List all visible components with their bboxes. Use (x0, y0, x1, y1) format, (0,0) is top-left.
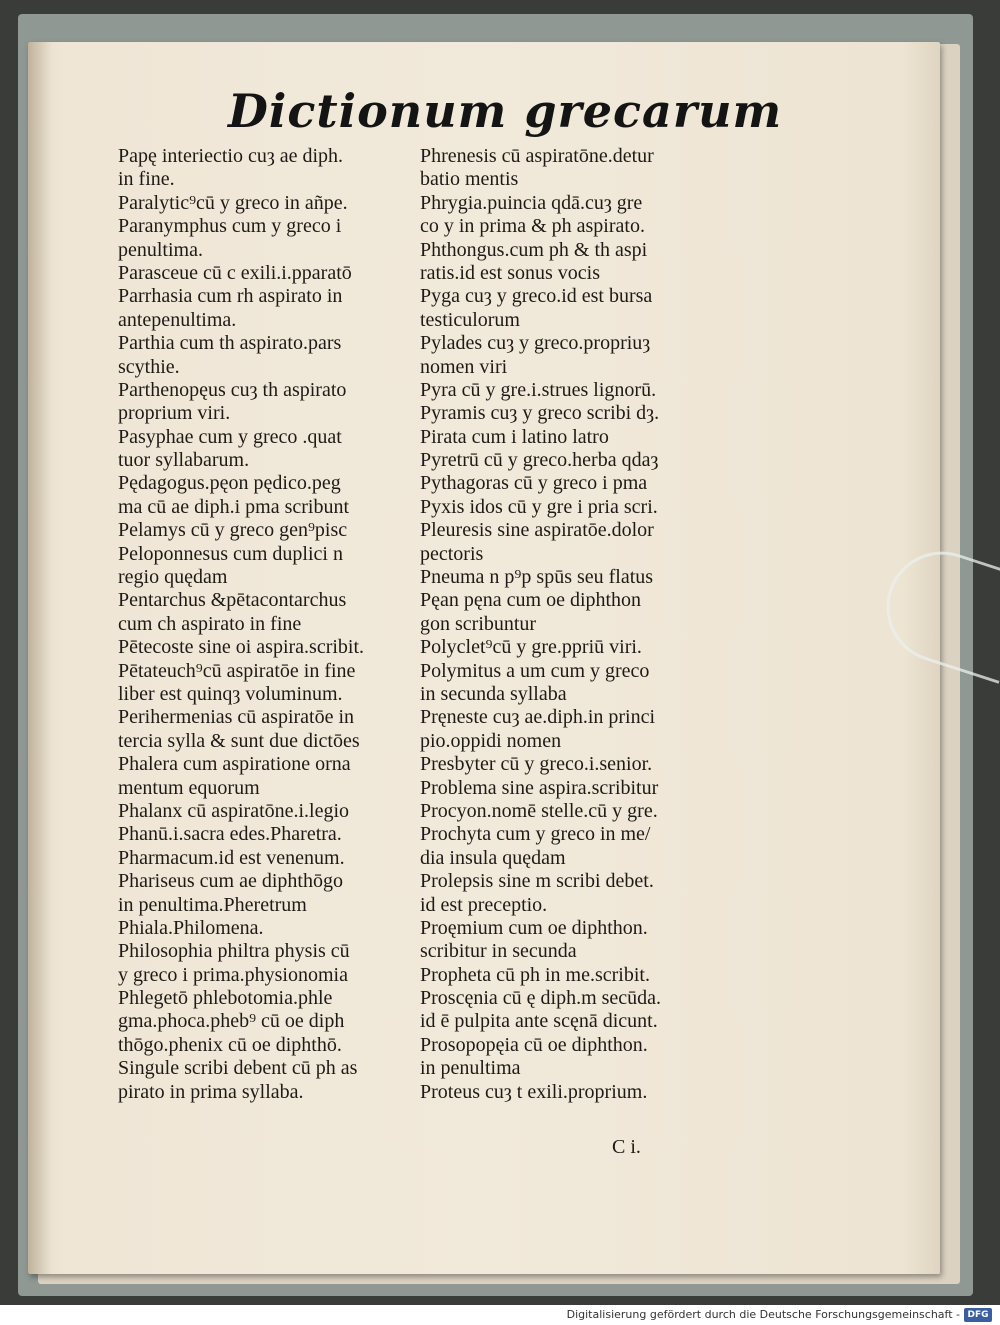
text-line: Problema sine aspira.scribitur (420, 776, 659, 799)
text-line: id ē pulpita ante scęnā dicunt. (420, 1010, 658, 1033)
text-line: Phanū.i.sacra edes.Pharetra. (118, 823, 342, 846)
text-line: Pyramis cuȝ y greco scribi dȝ. (420, 402, 660, 425)
text-line: Paranymphus cum y greco i (118, 215, 342, 238)
text-line: co y in prima & ph aspirato. (420, 215, 645, 238)
text-line: Proscęnia cū ę diph.m secūda. (420, 987, 662, 1010)
text-line: Pirata cum i latino latro (420, 425, 609, 448)
text-line: liber est quinqȝ voluminum. (118, 682, 343, 705)
text-line: Perihermenias cū aspiratōe in (118, 706, 355, 729)
text-line: testiculorum (420, 308, 520, 331)
text-line: Phrenesis cū aspiratōne.detur (420, 145, 654, 167)
text-line: Papę interiectio cuȝ ae diph. (118, 145, 344, 167)
text-line: batio mentis (420, 168, 519, 191)
text-line: Pasyphae cum y greco .quat (118, 425, 342, 448)
dfg-logo-icon: DFG (964, 1308, 992, 1322)
text-line: Pyretrū cū y greco.herba qdaȝ (420, 449, 659, 472)
text-line: Parrhasia cum rh aspirato in (118, 285, 343, 308)
text-line: cum ch aspirato in fine (118, 612, 302, 635)
text-line: scythie. (118, 355, 180, 378)
text-line: in fine. (118, 168, 175, 191)
signature-mark: C i. (612, 1136, 641, 1158)
text-line: Phalera cum aspiratione orna (118, 753, 351, 776)
text-line: Phariseus cum ae diphthōgo (118, 870, 343, 893)
text-line: penultima. (118, 238, 203, 261)
text-line: pirato in prima syllaba. (118, 1080, 304, 1103)
text-line: Prochyta cum y greco in me/ (420, 823, 651, 846)
text-line: regio quędam (118, 566, 228, 589)
text-line: Phthongus.cum ph & th aspi (420, 238, 648, 261)
text-line: gon scribuntur (420, 612, 537, 635)
text-line: dia insula quędam (420, 846, 566, 869)
page-heading: Dictionum grecarum (228, 84, 783, 138)
text-line: scribitur in secunda (420, 940, 577, 963)
footer-bar (0, 1305, 1000, 1325)
text-line: Pleuresis sine aspiratōe.dolor (420, 519, 654, 542)
text-line: thōgo.phenix cū oe diphthō. (118, 1033, 342, 1056)
text-line: Polyclet⁹cū y gre.ppriū viri. (420, 636, 642, 659)
text-line: Phrygia.puincia qdā.cuȝ gre (420, 191, 643, 214)
text-line: Pelamys cū y greco gen⁹pisc (118, 519, 348, 542)
text-line: in penultima (420, 1057, 521, 1080)
text-line: Pentarchus &pētacontarchus (118, 589, 347, 612)
text-line: Propheta cū ph in me.scribit. (420, 963, 650, 986)
text-line: Pręneste cuȝ ae.diph.in princi (420, 706, 656, 729)
text-line: Prolepsis sine m scribi debet. (420, 870, 654, 893)
text-line: Pęan pęna cum oe diphthon (420, 589, 642, 612)
text-line: Proęmium cum oe diphthon. (420, 916, 648, 939)
text-line: id est preceptio. (420, 893, 548, 916)
text-line: Pyga cuȝ y greco.id est bursa (420, 285, 653, 308)
text-line: Proteus cuȝ t exili.proprium. (420, 1080, 648, 1103)
text-line: proprium viri. (118, 402, 231, 425)
text-line: in penultima.Pheretrum (118, 893, 307, 916)
text-line: pectoris (420, 542, 484, 565)
text-line: Pyra cū y gre.i.strues lignorū. (420, 378, 657, 401)
text-line: Pythagoras cū y greco i pma (420, 472, 648, 495)
text-line: tercia sylla & sunt due dictōes (118, 729, 360, 752)
text-line: mentum equorum (118, 776, 260, 799)
text-line: in secunda syllaba (420, 682, 567, 705)
text-line: Phlegetō phlebotomia.phle (118, 987, 333, 1010)
text-line: Phiala.Philomena. (118, 916, 264, 939)
text-line: Phalanx cū aspiratōne.i.legio (118, 799, 350, 822)
footer-credit: Digitalisierung gefördert durch die Deutsche Forschungsgemeinschaft - (566, 1308, 960, 1321)
text-line: Parasceue cū c exili.i.pparatō (118, 261, 352, 284)
text-line: Parthia cum th aspirato.pars (118, 332, 342, 355)
text-line: Philosophia philtra physis cū (118, 940, 350, 963)
text-line: Pylades cuȝ y greco.propriuȝ (420, 332, 651, 355)
text-line: tuor syllabarum. (118, 449, 250, 472)
text-line: Polymitus a um cum y greco (420, 659, 650, 682)
text-line: antepenultima. (118, 308, 237, 331)
text-line: gma.phoca.pheb⁹ cū oe diph (118, 1010, 345, 1033)
text-line: Pneuma n p⁹p spūs seu flatus (420, 566, 654, 589)
text-line: Procyon.nomē stelle.cū y gre. (420, 799, 658, 822)
right-column (420, 145, 720, 1104)
text-line: Parthenopęus cuȝ th aspirato (118, 378, 347, 401)
text-line: Singule scribi debent cū ph as (118, 1057, 358, 1080)
page-gutter (28, 42, 52, 1274)
text-line: Paralytic⁹cū y greco in añpe. (118, 191, 348, 214)
text-line: y greco i prima.physionomia (118, 963, 348, 986)
text-line: Pētateuch⁹cū aspiratōe in fine (118, 659, 356, 682)
text-line: Pyxis idos cū y gre i pria scri. (420, 495, 658, 518)
text-line: Peloponnesus cum duplici n (118, 542, 343, 565)
text-line: ratis.id est sonus vocis (420, 261, 600, 284)
text-line: Pētecoste sine oi aspira.scribit. (118, 636, 365, 659)
text-line: Presbyter cū y greco.i.senior. (420, 753, 653, 776)
left-column (118, 145, 413, 1104)
text-line: Pharmacum.id est venenum. (118, 846, 345, 869)
text-line: pio.oppidi nomen (420, 729, 562, 752)
text-line: nomen viri (420, 355, 508, 378)
text-line: ma cū ae diph.i pma scribunt (118, 495, 350, 518)
text-line: Pędagogus.pęon pędico.peg (118, 472, 341, 495)
text-line: Prosopopęia cū oe diphthon. (420, 1033, 648, 1056)
